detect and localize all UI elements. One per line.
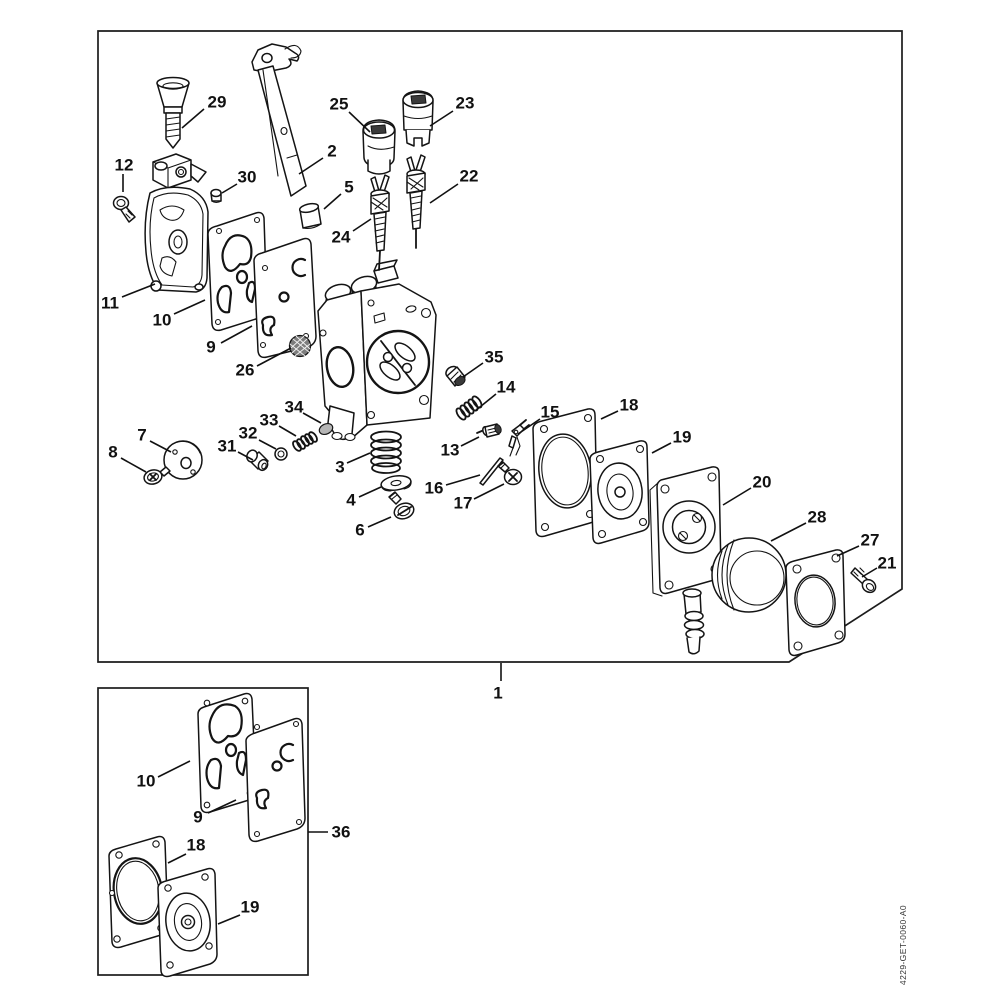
leader-line-28 xyxy=(771,523,806,541)
leader-line-35 xyxy=(463,363,483,377)
part-number-10: 10 xyxy=(152,310,172,330)
part-number-25: 25 xyxy=(329,94,349,114)
leader-line-5 xyxy=(324,194,341,209)
part-number-7: 7 xyxy=(137,425,147,445)
part-number-24: 24 xyxy=(331,227,351,247)
part-number-2: 2 xyxy=(327,141,337,161)
part-number-26: 26 xyxy=(235,360,255,380)
part-number-23: 23 xyxy=(455,93,475,113)
part-number-17: 17 xyxy=(453,493,473,513)
part-18-pump-gasket xyxy=(533,409,597,537)
part-32-o-ring xyxy=(275,448,287,460)
part-number-34: 34 xyxy=(284,397,304,417)
part-number-18: 18 xyxy=(186,835,206,855)
part-3-spring xyxy=(371,432,401,474)
leader-line-14 xyxy=(475,394,496,411)
leader-line-20 xyxy=(723,488,751,505)
part-24-adjusting-screw xyxy=(371,175,389,270)
part-26-inlet-screen xyxy=(290,336,311,357)
subpart-9-diaphragm xyxy=(246,719,305,842)
leader-line-11 xyxy=(122,284,155,297)
part-33-spring xyxy=(291,431,318,452)
part-22-adjusting-screw xyxy=(407,155,425,248)
part-30-bushing xyxy=(211,190,221,203)
leader-line-19 xyxy=(652,443,671,453)
part-number-13: 13 xyxy=(440,440,460,460)
leader-line-18 xyxy=(601,411,618,419)
leader-line-7 xyxy=(150,441,171,452)
part-number-32: 32 xyxy=(238,423,258,443)
part-number-16: 16 xyxy=(424,478,444,498)
part-number-19: 19 xyxy=(672,427,692,447)
drawing-number: 4229-GET-0060-A0 xyxy=(898,904,908,986)
part-6-screw xyxy=(389,492,416,521)
part-number-33: 33 xyxy=(259,410,279,430)
part-12-screw xyxy=(114,197,136,223)
part-25-cap xyxy=(363,120,395,174)
part-7-cover-disc xyxy=(164,441,202,479)
leader-line-10 xyxy=(174,300,205,314)
part-17-screw xyxy=(498,462,522,485)
part-16-pin xyxy=(480,458,503,485)
leader-line-32 xyxy=(259,440,276,449)
part-number-29: 29 xyxy=(207,92,227,112)
part-28-cup xyxy=(712,538,786,612)
part-number-15: 15 xyxy=(540,402,560,422)
leader-line-4 xyxy=(359,487,381,497)
part-number-3: 3 xyxy=(335,457,345,477)
leader-line-25 xyxy=(349,112,370,132)
leader-line-30 xyxy=(222,184,237,193)
part-number-28: 28 xyxy=(807,507,827,527)
main-figure-callouts xyxy=(101,93,896,703)
part-number-9: 9 xyxy=(193,807,203,827)
part-number-8: 8 xyxy=(108,442,118,462)
leader-line-6 xyxy=(368,517,391,527)
part-number-14: 14 xyxy=(496,377,516,397)
leader-line-29 xyxy=(182,109,204,128)
part-number-27: 27 xyxy=(860,530,880,550)
leader-line-18 xyxy=(168,854,186,863)
leader-line-8 xyxy=(121,458,146,472)
part-4-washer xyxy=(380,474,412,492)
part-23-cap xyxy=(403,91,433,146)
part-carburetor-body xyxy=(318,260,436,441)
part-number-18: 18 xyxy=(619,395,639,415)
leader-line-3 xyxy=(347,453,370,463)
part-19-pump-diaphragm xyxy=(590,441,649,544)
leader-line-16 xyxy=(446,475,480,485)
part-13-valve-piston xyxy=(477,424,502,437)
part-27-cover-plate xyxy=(786,550,845,656)
part-15-inlet-lever xyxy=(509,420,529,456)
leader-line-19 xyxy=(218,915,240,924)
part-number-10: 10 xyxy=(136,771,156,791)
part-11-end-cover-assembly xyxy=(145,154,208,292)
part-number-19: 19 xyxy=(240,897,260,917)
part-number-22: 22 xyxy=(459,166,479,186)
subpart-19-diaphragm xyxy=(158,869,217,977)
leader-line-24 xyxy=(353,219,371,231)
leader-line-13 xyxy=(461,437,479,446)
part-21-screw xyxy=(851,568,878,595)
part-number-30: 30 xyxy=(237,167,257,187)
part-number-9: 9 xyxy=(206,337,216,357)
part-number-31: 31 xyxy=(217,436,237,456)
leader-line-34 xyxy=(303,413,321,423)
part-number-35: 35 xyxy=(484,347,504,367)
part-number-20: 20 xyxy=(752,472,772,492)
leader-line-23 xyxy=(430,111,453,126)
part-number-6: 6 xyxy=(355,520,365,540)
part-2-swivel-lever xyxy=(252,44,306,196)
part-number-4: 4 xyxy=(346,490,356,510)
part-8-screw xyxy=(142,467,170,486)
part-number-11: 11 xyxy=(101,293,119,313)
part-number-1: 1 xyxy=(493,683,503,703)
part-number-5: 5 xyxy=(344,177,354,197)
leader-line-2 xyxy=(299,158,323,174)
part-29-knob-screw xyxy=(157,78,189,149)
leader-line-17 xyxy=(474,484,504,499)
part-5-sleeve xyxy=(299,202,321,228)
part-31-plug xyxy=(245,448,269,471)
part-number-36: 36 xyxy=(331,822,351,842)
part-20-pump-body xyxy=(650,467,721,654)
leader-line-33 xyxy=(279,426,296,436)
leader-line-21 xyxy=(862,568,877,577)
leader-line-22 xyxy=(430,184,458,203)
part-number-21: 21 xyxy=(877,553,897,573)
part-number-12: 12 xyxy=(114,155,134,175)
leader-line-10 xyxy=(158,761,190,777)
